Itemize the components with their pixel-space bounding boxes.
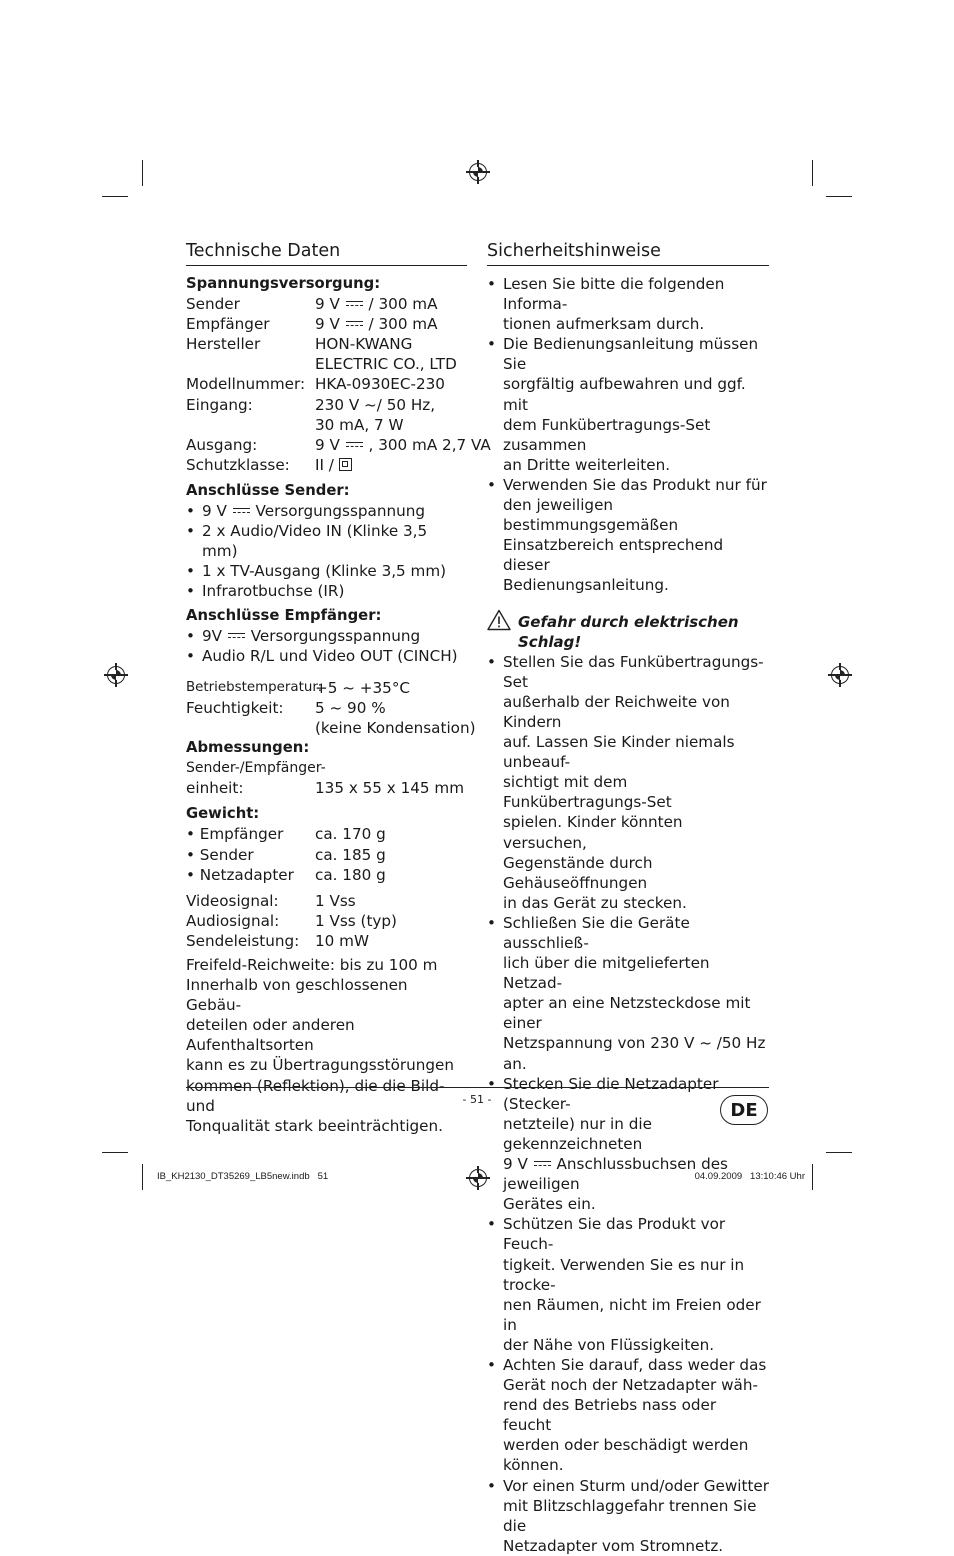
list-item-text: [202, 626, 467, 646]
safety-item: [487, 913, 769, 1074]
safety-item-line: Gerätes ein.: [503, 1195, 596, 1214]
spec-value: 135 x 55 x 145 mm: [315, 779, 465, 798]
safety-item: [487, 274, 769, 334]
spec-value-text: , 300 mA 2,7 VA: [368, 435, 491, 454]
list-item-label: Audio R/L und Video OUT (CINCH): [202, 646, 458, 665]
spec-value: [315, 455, 467, 475]
bullet-icon: •: [186, 626, 195, 645]
safety-item-line: Netzspannung von 230 V ~ /50 Hz an.: [503, 1034, 766, 1073]
registration-mark-icon: [469, 163, 487, 181]
safety-item-text: [503, 274, 769, 334]
spec-value-text: (keine Kondensation): [315, 718, 476, 737]
list-item-label: 2 x Audio/Video IN (Klinke 3,5 mm): [202, 522, 428, 561]
spec-key: einheit:: [186, 779, 244, 798]
spec-key: Empfänger: [186, 315, 270, 334]
safety-item-line: apter an eine Netzsteckdose mit einer: [503, 994, 751, 1033]
spec-value-prefix: 9 V: [315, 315, 340, 334]
spec-row: [186, 678, 467, 698]
spec-value-text: 1 Vss: [315, 891, 356, 910]
warning-block: [487, 612, 769, 652]
safety-item-text: [503, 1355, 769, 1476]
receiver-connections-list: [186, 626, 467, 666]
power-heading: Spannungsversorgung:: [186, 275, 381, 292]
weight-heading: Gewicht:: [186, 805, 260, 823]
spec-key-text: Sender: [199, 845, 254, 864]
weight-specs: [186, 824, 467, 884]
print-timestamp: 04.09.2009 13:10:46 Uhr: [694, 1171, 805, 1182]
safety-item-line: können.: [503, 1456, 564, 1475]
list-item: [186, 521, 467, 561]
spec-value: [315, 314, 467, 334]
spec-row: [186, 314, 467, 334]
safety-item: [487, 652, 769, 913]
spec-value: [315, 294, 467, 314]
spec-value-text: 10 mW: [315, 931, 369, 950]
safety-item-line: den jeweiligen bestimmungsgemäßen: [503, 496, 679, 535]
list-item: [186, 581, 467, 601]
spec-key: • Sender: [186, 845, 254, 864]
registration-mark-icon: [469, 1169, 487, 1187]
safety-item-line: sorgfältig aufbewahren und ggf. mit: [503, 375, 746, 414]
spec-value: [315, 931, 467, 951]
footer-rule: [186, 1087, 769, 1088]
spec-value: [315, 435, 491, 455]
spec-row: [186, 415, 467, 435]
bullet-icon: •: [487, 1215, 496, 1234]
warning-title: Gefahr durch elektrischen: [518, 612, 739, 631]
safety-item-line: in das Gerät zu stecken.: [503, 893, 687, 912]
crop-mark: [142, 160, 143, 186]
bullet-icon: •: [186, 502, 195, 521]
spec-value-text: HON-KWANG: [315, 335, 413, 354]
safety-item-text: [503, 652, 769, 913]
safety-item-line: Netzadapter vom Stromnetz.: [503, 1536, 724, 1555]
spec-row: [186, 334, 467, 354]
spec-value-text: HKA-0930EC-230: [315, 375, 445, 394]
section-heading: Technische Daten: [186, 241, 341, 261]
spec-value-text: +5 ~ +35°C: [315, 678, 411, 697]
list-item-text: [202, 561, 467, 581]
bullet-icon: •: [487, 335, 496, 354]
safety-item-line: rend des Betriebs nass oder feucht: [503, 1396, 717, 1435]
safety-item-line: werden oder beschädigt werden: [503, 1436, 749, 1455]
list-item: [186, 626, 467, 646]
dimensions-heading: Abmessungen:: [186, 739, 310, 757]
spec-value: [315, 891, 467, 911]
page-number: - 51 -: [462, 1093, 492, 1106]
dc-symbol-icon: [228, 632, 245, 640]
safety-item-line: Schützen Sie das Produkt vor Feuch-: [503, 1215, 726, 1254]
safety-item-line: tigkeit. Verwenden Sie es nur in trocke-: [503, 1255, 745, 1294]
crop-mark: [826, 196, 852, 197]
spec-value-text: 1 Vss (typ): [315, 911, 397, 930]
spec-key: Sender: [186, 295, 240, 314]
warning-triangle-icon: [487, 609, 511, 631]
spec-key: Eingang:: [186, 395, 253, 414]
signal-specs: [186, 891, 467, 951]
protection-class-icon: [339, 458, 352, 471]
safety-item-line: außerhalb der Reichweite von Kindern: [503, 692, 730, 731]
spec-value: [315, 911, 467, 931]
spec-row: [186, 435, 491, 455]
spec-value: [315, 678, 467, 698]
dc-symbol-icon: [346, 441, 363, 449]
spec-row: [186, 294, 467, 314]
spec-key: • Netzadapter: [186, 865, 294, 884]
heading-rule: [186, 265, 467, 266]
dc-prefix: 9 V: [503, 1155, 528, 1174]
spec-value-text: 230 V ~/ 50 Hz,: [315, 395, 436, 414]
spec-key: Videosignal:: [186, 891, 279, 910]
spec-row: [186, 931, 467, 951]
paragraph-line: Tonqualität stark beeinträchtigen.: [186, 1116, 443, 1135]
spec-key: [186, 718, 315, 738]
safety-column: [487, 240, 769, 1556]
spec-key: Sendeleistung:: [186, 931, 300, 950]
safety-item-line: Einsatzbereich entsprechend dieser: [503, 536, 724, 575]
paragraph-line: Freifeld-Reichweite: bis zu 100 m: [186, 956, 438, 974]
file-info: IB_KH2130_DT35269_LB5new.indb 51: [157, 1171, 329, 1182]
spec-key: Ausgang:: [186, 435, 258, 454]
dimensions-label: Sender-/Empfänger-: [186, 760, 326, 777]
spec-row: [186, 395, 467, 415]
list-item-prefix: 9 V: [202, 502, 227, 521]
safety-item-line: Bedienungsanleitung.: [503, 576, 669, 595]
safety-item-line: nen Räumen, nicht im Freien oder in: [503, 1295, 761, 1334]
heading-rule: [487, 265, 769, 266]
spec-key: [186, 354, 315, 374]
warning-title: Schlag!: [518, 632, 582, 651]
list-item-label: Versorgungsspannung: [250, 626, 421, 645]
safety-item-line: tionen aufmerksam durch.: [503, 315, 705, 334]
list-item: [186, 646, 467, 666]
spec-value: [315, 334, 467, 354]
list-item-label: 1 x TV-Ausgang (Klinke 3,5 mm): [202, 562, 447, 581]
list-item-text: [202, 521, 467, 561]
crop-mark: [826, 1152, 852, 1153]
safety-item-line: an Dritte weiterleiten.: [503, 455, 671, 474]
bullet-icon: •: [487, 652, 496, 671]
bullet-icon: •: [186, 522, 195, 541]
spec-value: [315, 698, 467, 718]
safety-item-text: [503, 1476, 769, 1556]
safety-item-line: Die Bedienungsanleitung müssen Sie: [503, 335, 759, 374]
safety-item: [487, 1476, 769, 1556]
list-item-prefix: 9V: [202, 626, 223, 645]
spec-key: Feuchtigkeit:: [186, 698, 284, 717]
spec-key: • Empfänger: [186, 825, 284, 844]
section-heading: Sicherheitshinweise: [487, 241, 661, 261]
paragraph-line: kann es zu Übertragungsstörungen: [186, 1056, 454, 1075]
safety-item-line: Lesen Sie bitte die folgenden Informa-: [503, 275, 725, 314]
spec-row: [186, 354, 467, 374]
spec-value-prefix: 9 V: [315, 435, 340, 454]
safety-item-line: der Nähe von Flüssigkeiten.: [503, 1335, 715, 1354]
paragraph-line: Innerhalb von geschlossenen Gebäu-: [186, 976, 408, 1015]
bullet-icon: •: [487, 1476, 496, 1495]
spec-value-text: II /: [315, 455, 334, 474]
spec-key-text: Netzadapter: [199, 865, 294, 884]
safety-item-line: Gegenstände durch Gehäuseöffnungen: [503, 853, 653, 892]
dc-symbol-icon: [233, 507, 250, 515]
spec-value: [315, 415, 467, 435]
dc-symbol-icon: [346, 320, 363, 328]
spec-value: [315, 395, 467, 415]
bullet-icon: •: [487, 1074, 496, 1093]
spec-key: [186, 415, 315, 435]
spec-key: Betriebstemperatur:: [186, 679, 323, 695]
bullet-icon: •: [487, 275, 496, 293]
environment-specs: [186, 678, 476, 738]
spec-value-text: 5 ~ 90 %: [315, 698, 386, 717]
crop-mark: [102, 1152, 128, 1153]
bullet-icon: •: [487, 913, 496, 932]
safety-item: [487, 334, 769, 475]
spec-value-text: / 300 mA: [368, 295, 438, 314]
spec-row: [186, 455, 467, 475]
safety-item-line: auf. Lassen Sie Kinder niemals unbeauf-: [503, 733, 735, 772]
safety-item-line: mit Blitzschlaggefahr trennen Sie die: [503, 1496, 757, 1535]
spec-row: [186, 374, 467, 394]
list-item-text: [202, 581, 467, 601]
bullet-icon: •: [487, 1355, 496, 1374]
safety-line-text: Anschlussbuchsen des jeweiligen: [503, 1155, 728, 1194]
spec-value: [315, 354, 467, 374]
sender-connections-heading: Anschlüsse Sender:: [186, 481, 350, 499]
safety-item-line: Gerät noch der Netzadapter wäh-: [503, 1376, 758, 1395]
list-item: [186, 501, 467, 521]
safety-item-line: spielen. Kinder könnten versuchen,: [503, 813, 683, 852]
safety-item: [487, 1355, 769, 1476]
crop-mark: [812, 160, 813, 186]
language-badge: [720, 1095, 768, 1125]
spec-key: Hersteller: [186, 335, 261, 354]
safety-item-text: [503, 913, 769, 1074]
safety-item-line: dem Funkübertragungs-Set zusammen: [503, 415, 711, 454]
language-badge-label: DE: [730, 1099, 758, 1121]
safety-item-line: Stellen Sie das Funkübertragungs-Set: [503, 652, 764, 691]
list-item: [186, 561, 467, 581]
registration-mark-icon: [107, 666, 125, 684]
safety-item: [487, 475, 769, 596]
safety-item-line: Achten Sie darauf, dass weder das: [503, 1355, 767, 1374]
spec-row: [186, 911, 467, 931]
safety-item-text: [503, 475, 769, 596]
bullet-icon: •: [186, 582, 195, 601]
bullet-icon: •: [186, 646, 195, 665]
weight-row: [186, 845, 467, 865]
safety-item-line: sichtigt mit dem Funkübertragungs-Set: [503, 773, 672, 812]
spec-row: [186, 891, 467, 911]
spec-value: [315, 718, 476, 738]
list-item-text: [202, 501, 467, 521]
crop-mark: [102, 196, 128, 197]
list-item-text: [202, 646, 467, 666]
spec-value: ca. 180 g: [315, 865, 386, 884]
bullet-icon: •: [487, 475, 496, 494]
paragraph-line: kommen (Reflektion), die die Bild- und: [186, 1076, 445, 1115]
dimensions-row: [186, 778, 467, 798]
spec-key-text: Empfänger: [199, 825, 284, 844]
safety-item-line: Vor einen Sturm und/oder Gewitter: [503, 1476, 769, 1495]
spec-key: Modellnummer:: [186, 375, 306, 394]
safety-item-line: netzteile) nur in die gekennzeichneten: [503, 1114, 652, 1153]
list-item-label: Versorgungsspannung: [255, 502, 425, 521]
spec-key: Schutzklasse:: [186, 455, 290, 474]
power-specs: [186, 294, 491, 475]
receiver-connections-heading: Anschlüsse Empfänger:: [186, 606, 382, 624]
spec-key: Audiosignal:: [186, 911, 280, 930]
safety-item-line: lich über die mitgelieferten Netzad-: [503, 954, 710, 993]
safety-item: [487, 1214, 769, 1355]
safety-item-line: Verwenden Sie das Produkt nur für: [503, 475, 767, 494]
safety-item-text: [503, 334, 769, 475]
crop-mark: [812, 1164, 813, 1190]
weight-row: [186, 865, 467, 885]
safety-intro-list: [487, 274, 769, 596]
spec-value: ca. 185 g: [315, 845, 386, 864]
spec-value-text: ELECTRIC CO., LTD: [315, 355, 457, 374]
safety-item-line: Stecken Sie die Netzadapter (Stecker-: [503, 1074, 719, 1113]
spec-value-prefix: 9 V: [315, 295, 340, 314]
spec-value: [315, 374, 467, 394]
bullet-icon: •: [186, 562, 195, 581]
list-item-label: Infrarotbuchse (IR): [202, 582, 345, 601]
safety-item-text: [503, 1214, 769, 1355]
paragraph-line: deteilen oder anderen Aufenthaltsorten: [186, 1016, 355, 1055]
weight-row: [186, 824, 467, 844]
spec-value-text: 30 mA, 7 W: [315, 415, 404, 434]
spec-value-text: / 300 mA: [368, 315, 438, 334]
registration-mark-icon: [831, 666, 849, 684]
dc-symbol-icon: [346, 300, 363, 308]
sender-connections-list: [186, 501, 467, 601]
dc-symbol-icon: [534, 1160, 551, 1168]
crop-mark: [142, 1164, 143, 1190]
spec-value: ca. 170 g: [315, 825, 386, 844]
spec-row: [186, 698, 467, 718]
safety-item-line: Schließen Sie die Geräte ausschließ-: [503, 913, 690, 952]
spec-row: [186, 718, 476, 738]
range-paragraph: [186, 955, 467, 1136]
